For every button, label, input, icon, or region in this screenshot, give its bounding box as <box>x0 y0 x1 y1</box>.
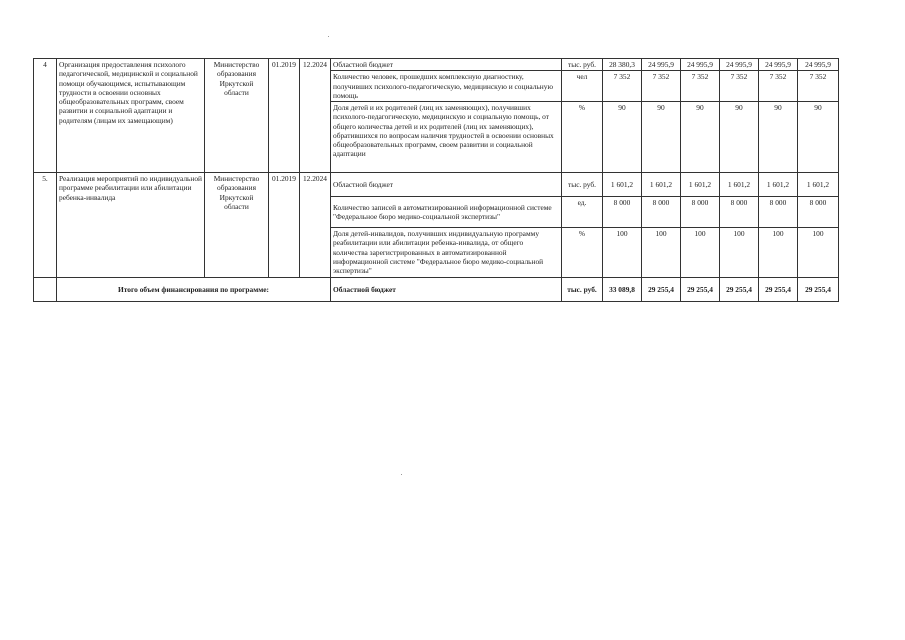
activity-name: Организация предоставления психолого педагогической, медицинской и социальной помощи обучающимся, испытывающим трудности в освоении основных общеобразовательных программ, своем развитии и социальной адаптации и родителям (лицам их замещающим) <box>57 59 205 173</box>
start-date: 01.2019 <box>269 173 300 278</box>
value-cell: 28 380,3 <box>603 59 642 71</box>
unit-cell: % <box>562 102 603 173</box>
value-cell: 1 601,2 <box>798 173 839 197</box>
value-cell: 90 <box>720 102 759 173</box>
value-cell: 8 000 <box>642 197 681 228</box>
value-cell: 24 995,9 <box>798 59 839 71</box>
responsible-ministry: Министерство образования Иркутской области <box>205 173 269 278</box>
value-cell: 24 995,9 <box>681 59 720 71</box>
unit-cell: тыс. руб. <box>562 173 603 197</box>
value-cell: 100 <box>642 228 681 278</box>
table-row <box>34 173 839 197</box>
value-cell: 24 995,9 <box>759 59 798 71</box>
indicator-label: Доля детей и их родителей (лиц их заменяющих), получивших психолого-педагогическую, медицинскую и социальную помощь, от общего количества детей и их родителей (лиц их заменяющих), обратившихся по вопросам наличия трудностей в освоении основных общеобразовательных программ, своем развитии и социальной адаптации <box>331 102 562 173</box>
total-value: 33 089,8 <box>603 278 642 302</box>
unit-cell: % <box>562 228 603 278</box>
value-cell: 8 000 <box>759 197 798 228</box>
value-cell: 1 601,2 <box>759 173 798 197</box>
value-cell: 24 995,9 <box>720 59 759 71</box>
financing-table <box>33 58 839 302</box>
value-cell: 8 000 <box>681 197 720 228</box>
total-row <box>34 278 839 302</box>
budget-label: Областной бюджет <box>331 173 562 197</box>
total-value: 29 255,4 <box>681 278 720 302</box>
value-cell: 24 995,9 <box>642 59 681 71</box>
value-cell: 90 <box>798 102 839 173</box>
value-cell: 1 601,2 <box>603 173 642 197</box>
value-cell: 100 <box>720 228 759 278</box>
unit-cell: тыс. руб. <box>562 59 603 71</box>
value-cell: 100 <box>603 228 642 278</box>
value-cell: 7 352 <box>681 71 720 102</box>
value-cell: 7 352 <box>642 71 681 102</box>
end-date: 12.2024 <box>300 59 331 173</box>
row-number: 4 <box>34 59 57 173</box>
indicator-label: Доля детей-инвалидов, получивших индивидуальную программу реабилитации или абилитации ребенка-инвалида, от общего количества зарегистрированных в автоматизированной информационной системе "Федеральное бюро медико-социальной экспертизы" <box>331 228 562 278</box>
value-cell: 1 601,2 <box>681 173 720 197</box>
value-cell: 7 352 <box>759 71 798 102</box>
total-value: 29 255,4 <box>642 278 681 302</box>
value-cell: 100 <box>681 228 720 278</box>
activity-name: Реализация мероприятий по индивидуальной программе реабилитации или абилитации ребенка-инвалида <box>57 173 205 278</box>
indicator-label: Количество человек, прошедших комплексную диагностику, получивших психолого-педагогическую, медицинскую и социальную помощь <box>331 71 562 102</box>
row-number: 5. <box>34 173 57 278</box>
total-unit: тыс. руб. <box>562 278 603 302</box>
table-row <box>34 59 839 71</box>
value-cell: 90 <box>759 102 798 173</box>
indicator-label: Количество записей в автоматизированной информационной системе "Федеральное бюро медико-социальной экспертизы" <box>331 197 562 228</box>
value-cell: 8 000 <box>720 197 759 228</box>
unit-cell: чел <box>562 71 603 102</box>
total-label: Итого объем финансирования по программе: <box>57 278 331 302</box>
start-date: 01.2019 <box>269 59 300 173</box>
value-cell: 7 352 <box>603 71 642 102</box>
scan-speck <box>328 36 329 37</box>
value-cell: 100 <box>759 228 798 278</box>
value-cell: 1 601,2 <box>642 173 681 197</box>
total-budget-label: Областной бюджет <box>331 278 562 302</box>
total-value: 29 255,4 <box>798 278 839 302</box>
scan-speck <box>401 474 402 475</box>
total-empty-cell <box>34 278 57 302</box>
responsible-ministry: Министерство образования Иркутской области <box>205 59 269 173</box>
end-date: 12.2024 <box>300 173 331 278</box>
value-cell: 7 352 <box>798 71 839 102</box>
value-cell: 90 <box>642 102 681 173</box>
value-cell: 8 000 <box>798 197 839 228</box>
budget-label: Областной бюджет <box>331 59 562 71</box>
value-cell: 8 000 <box>603 197 642 228</box>
total-value: 29 255,4 <box>759 278 798 302</box>
value-cell: 90 <box>603 102 642 173</box>
value-cell: 1 601,2 <box>720 173 759 197</box>
value-cell: 7 352 <box>720 71 759 102</box>
value-cell: 90 <box>681 102 720 173</box>
unit-cell: ед. <box>562 197 603 228</box>
value-cell: 100 <box>798 228 839 278</box>
total-value: 29 255,4 <box>720 278 759 302</box>
